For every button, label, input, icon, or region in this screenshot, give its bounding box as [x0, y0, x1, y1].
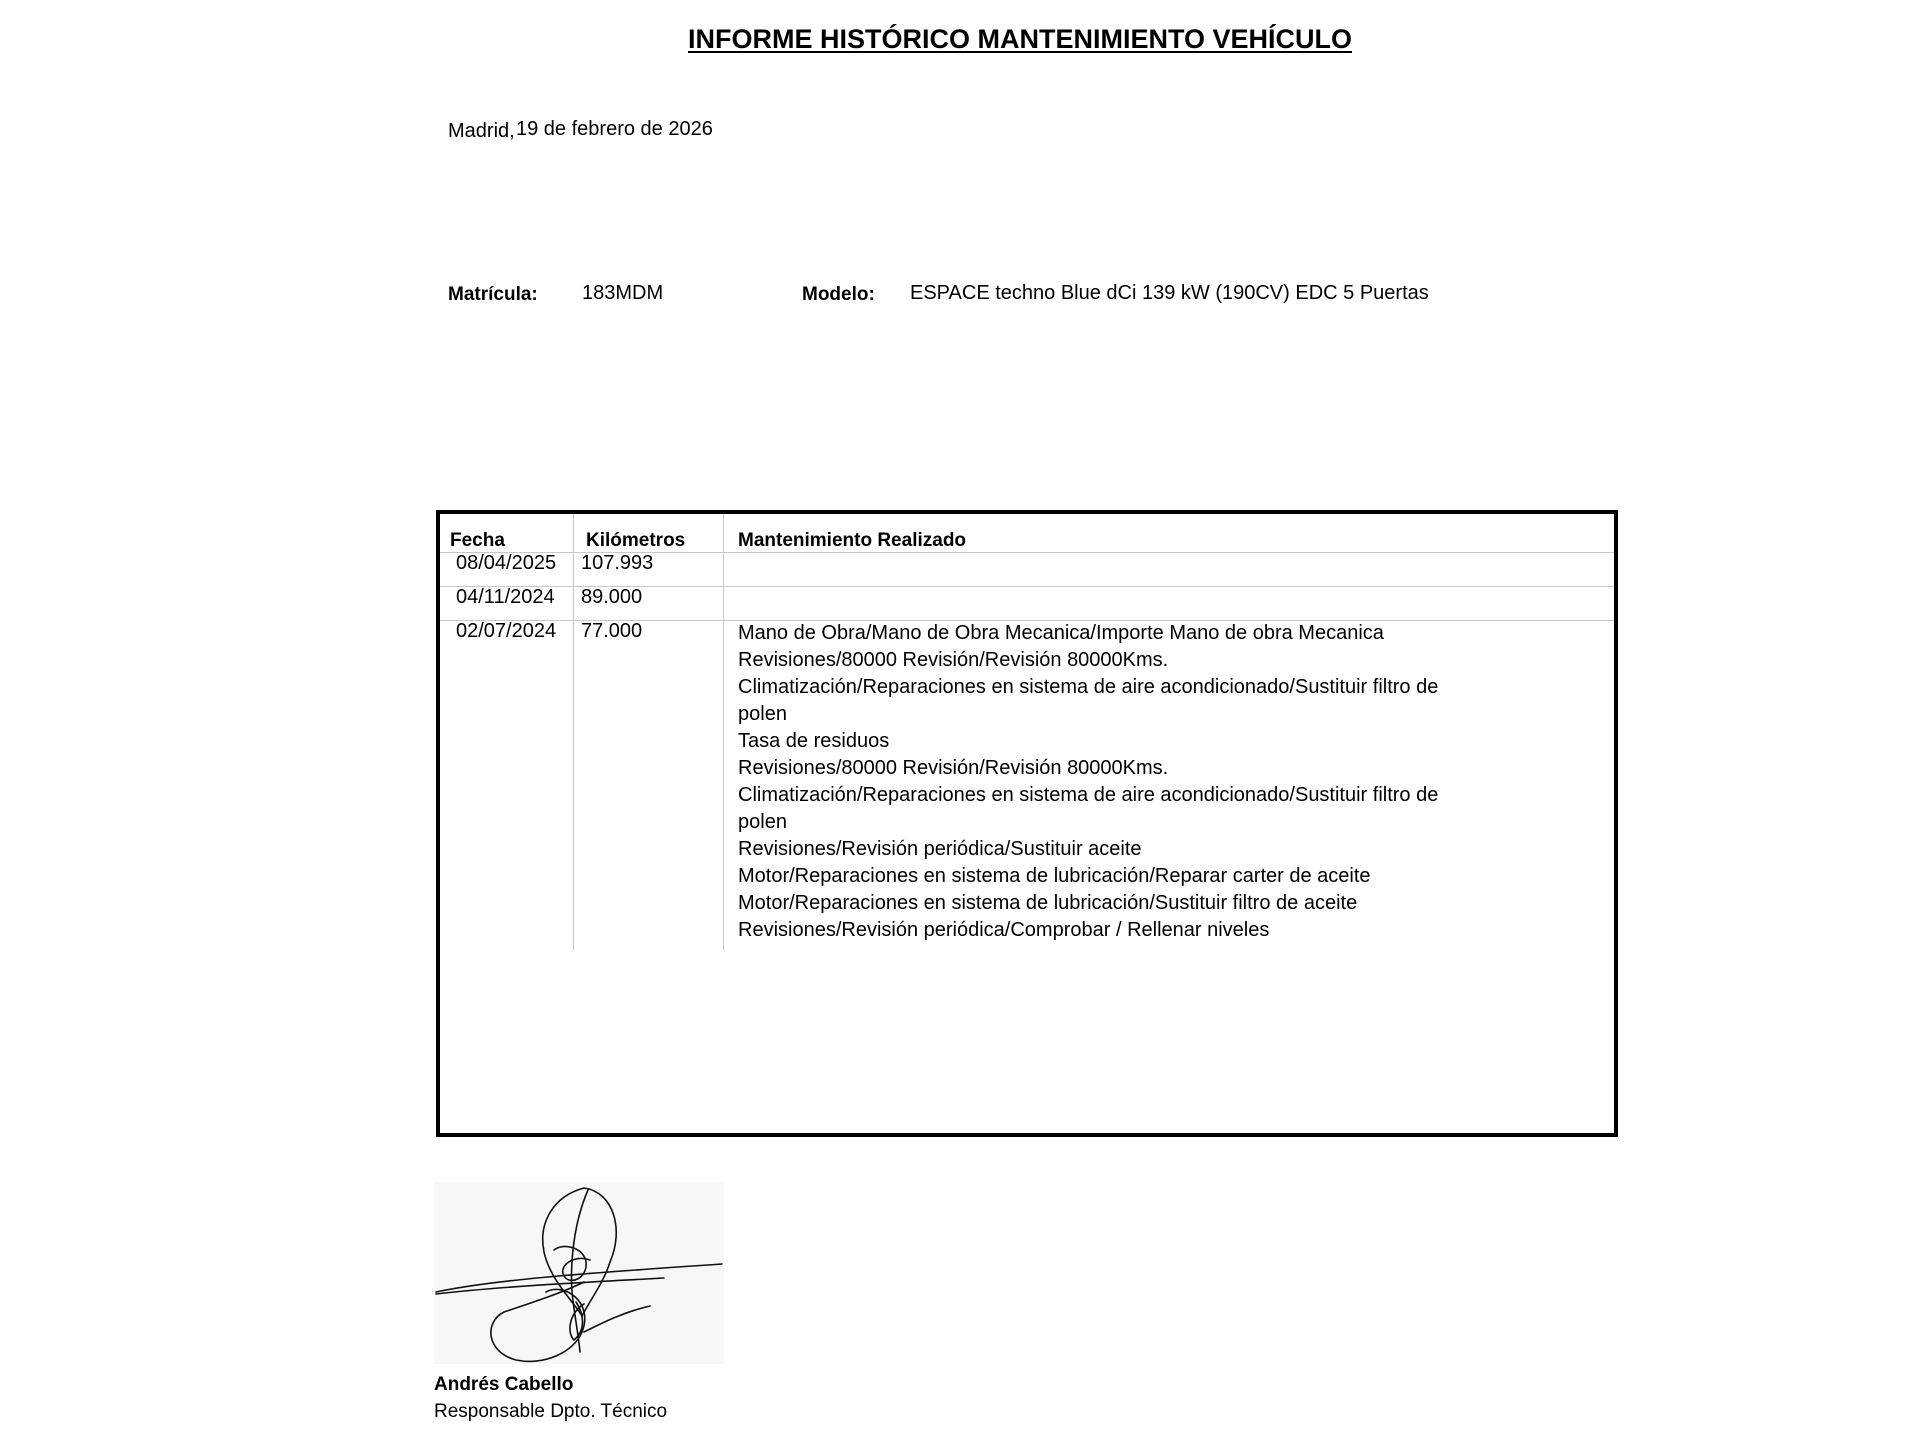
row-km: 77.000	[581, 620, 643, 642]
model-value: ESPACE techno Blue dCi 139 kW (190CV) EDC 5 Puertas	[910, 282, 1429, 304]
row-km: 89.000	[581, 586, 643, 608]
row-date: 08/04/2025	[456, 552, 557, 574]
column-divider	[573, 514, 574, 950]
plate-value: 183MDM	[582, 282, 664, 304]
maintenance-item: Motor/Reparaciones en sistema de lubricación/Reparar carter de aceite	[738, 865, 1371, 887]
document-title: INFORME HISTÓRICO MANTENIMIENTO VEHÍCULO	[687, 24, 1352, 54]
row-km: 107.993	[581, 552, 654, 574]
place-label: Madrid,	[448, 120, 515, 142]
signature-scribble	[434, 1182, 724, 1364]
signatory-name: Andrés Cabello	[434, 1374, 574, 1395]
maintenance-item: Mano de Obra/Mano de Obra Mecanica/Importe Mano de obra Mecanica	[738, 622, 1384, 644]
maintenance-item: polen	[738, 811, 787, 833]
signatory-role: Responsable Dpto. Técnico	[434, 1401, 668, 1422]
maintenance-item: Climatización/Reparaciones en sistema de aire acondicionado/Sustituir filtro de	[738, 676, 1439, 698]
maintenance-item: Revisiones/Revisión periódica/Comprobar / Rellenar niveles	[738, 919, 1270, 941]
maintenance-item: Revisiones/80000 Revisión/Revisión 80000Kms.	[738, 649, 1169, 671]
maintenance-item: Revisiones/80000 Revisión/Revisión 80000Kms.	[738, 757, 1169, 779]
row-date: 02/07/2024	[456, 620, 557, 642]
column-divider	[723, 514, 724, 950]
header-km: Kilómetros	[586, 530, 686, 551]
maintenance-item: Motor/Reparaciones en sistema de lubricación/Sustituir filtro de aceite	[738, 892, 1358, 914]
maintenance-item: Tasa de residuos	[738, 730, 890, 752]
maintenance-item: Climatización/Reparaciones en sistema de aire acondicionado/Sustituir filtro de	[738, 784, 1439, 806]
maintenance-table	[436, 510, 1618, 1137]
model-label: Modelo:	[802, 284, 875, 305]
maintenance-item: polen	[738, 703, 787, 725]
header-maintenance: Mantenimiento Realizado	[738, 530, 967, 551]
document-date: 19 de febrero de 2026	[516, 118, 713, 140]
header-date: Fecha	[450, 530, 505, 551]
signature-image	[434, 1182, 724, 1364]
row-date: 04/11/2024	[456, 586, 555, 608]
maintenance-item: Revisiones/Revisión periódica/Sustituir aceite	[738, 838, 1142, 860]
plate-label: Matrícula:	[448, 284, 538, 305]
